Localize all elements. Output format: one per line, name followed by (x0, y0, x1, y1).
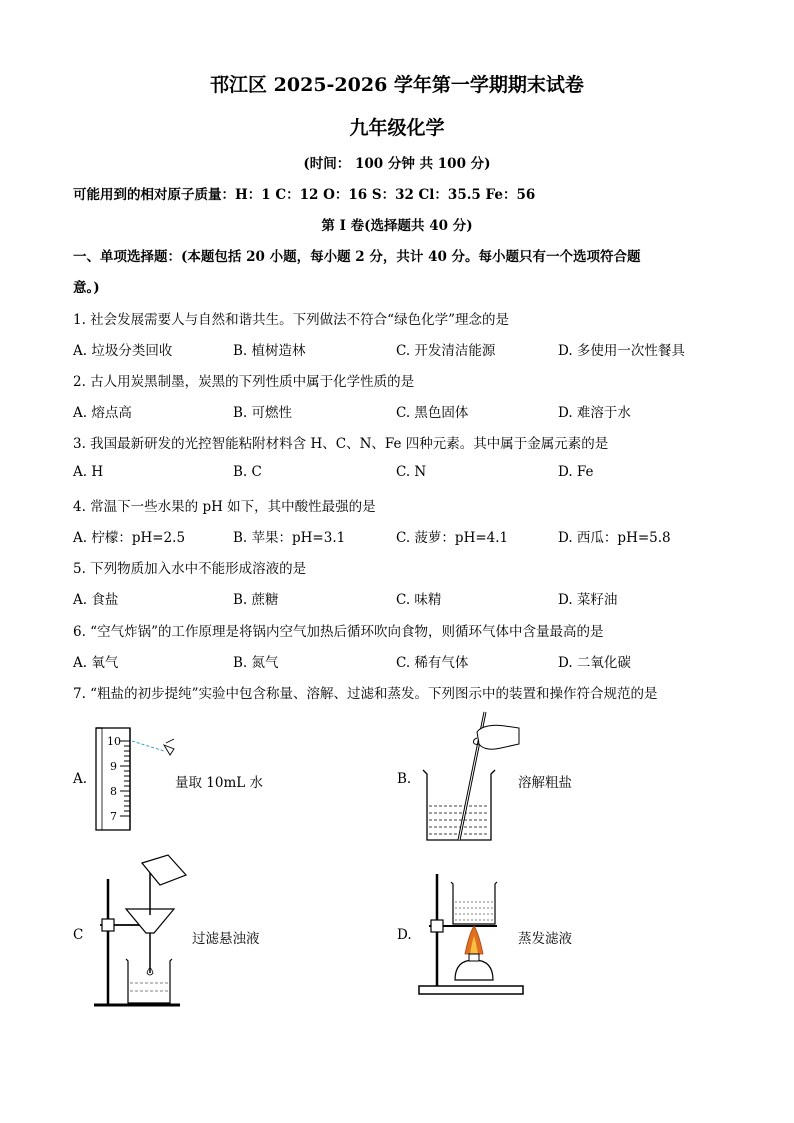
filtration-figure (90, 855, 200, 1015)
q3-option-b: B. C (233, 464, 262, 480)
question-5-stem: 5. 下列物质加入水中不能形成溶液的是 (73, 561, 307, 577)
q7-option-c-letter: C (73, 927, 84, 943)
q1-option-a: A. 垃圾分类回收 (73, 343, 173, 359)
atomic-masses: 可能用到的相对原子质量：H：1 C：12 O：16 S：32 Cl：35.5 Fe：56 (73, 187, 536, 203)
question-1-stem: 1. 社会发展需要人与自然和谐共生。下列做法不符合“绿色化学”理念的是 (73, 312, 509, 328)
q6-option-a: A. 氧气 (73, 655, 119, 671)
q5-option-b: B. 蔗糖 (233, 592, 279, 608)
q2-option-d: D. 难溶于水 (558, 405, 631, 421)
q7-option-b-letter: B. (397, 771, 412, 787)
q2-option-b: B. 可燃性 (233, 405, 293, 421)
instructions-line-2: 意。) (73, 280, 100, 296)
q1-option-d: D. 多使用一次性餐具 (558, 343, 685, 359)
q7-option-d-caption: 蒸发滤液 (518, 931, 572, 947)
q1-option-b: B. 植树造林 (233, 343, 306, 359)
question-2-stem: 2. 古人用炭黑制墨，炭黑的下列性质中属于化学性质的是 (73, 374, 415, 390)
q2-option-c: C. 黑色固体 (396, 405, 469, 421)
q4-option-d: D. 西瓜：pH=5.8 (558, 530, 671, 546)
q6-option-c: C. 稀有气体 (396, 655, 469, 671)
q3-option-d: D. Fe (558, 464, 594, 480)
exam-time: (时间： 100 分钟 共 100 分) (303, 156, 491, 172)
q6-option-d: D. 二氧化碳 (558, 655, 631, 671)
q7-option-a-caption: 量取 10mL 水 (175, 775, 264, 791)
question-7-stem: 7. “粗盐的初步提纯”实验中包含称量、溶解、过滤和蒸发。下列图示中的装置和操作符合规范的是 (73, 686, 658, 702)
graduated-cylinder-figure (90, 725, 180, 835)
q4-option-a: A. 柠檬：pH=2.5 (73, 530, 186, 546)
question-4-stem: 4. 常温下一些水果的 pH 如下，其中酸性最强的是 (73, 499, 376, 515)
exam-subject: 九年级化学 (349, 117, 445, 139)
q7-option-d-letter: D. (397, 927, 412, 943)
cylinder-tick-10: 10 (107, 735, 121, 748)
cylinder-tick-8: 8 (110, 785, 117, 798)
q7-option-c-caption: 过滤悬浊液 (192, 931, 260, 947)
q5-option-c: C. 味精 (396, 592, 442, 608)
exam-title: 邗江区 2025-2026 学年第一学期期末试卷 (210, 74, 584, 96)
q7-option-b-caption: 溶解粗盐 (518, 775, 572, 791)
q5-option-d: D. 菜籽油 (558, 592, 618, 608)
q3-option-c: C. N (396, 464, 427, 480)
q6-option-b: B. 氮气 (233, 655, 279, 671)
question-3-stem: 3. 我国最新研发的光控智能粘附材料含 H、C、N、Fe 四种元素。其中属于金属元素的是 (73, 436, 609, 452)
q4-option-b: B. 苹果：pH=3.1 (233, 530, 346, 546)
q7-option-a-letter: A. (73, 771, 88, 787)
q3-option-a: A. H (73, 464, 104, 480)
evaporation-figure (415, 868, 525, 1000)
question-6-stem: 6. “空气炸锅”的工作原理是将锅内空气加热后循环吹向食物，则循环气体中含量最高的是 (73, 624, 604, 640)
q1-option-c: C. 开发清洁能源 (396, 343, 496, 359)
section-heading: 第 I 卷(选择题共 40 分) (321, 218, 473, 234)
cylinder-tick-7: 7 (110, 810, 117, 823)
instructions-line-1: 一、单项选择题：(本题包括 20 小题，每小题 2 分，共计 40 分。每小题只有一个选项符合题 (73, 249, 641, 265)
q4-option-c: C. 菠萝：pH=4.1 (396, 530, 509, 546)
q5-option-a: A. 食盐 (73, 592, 119, 608)
beaker-dissolving-figure (415, 710, 525, 850)
q2-option-a: A. 熔点高 (73, 405, 132, 421)
cylinder-tick-9: 9 (110, 760, 117, 773)
